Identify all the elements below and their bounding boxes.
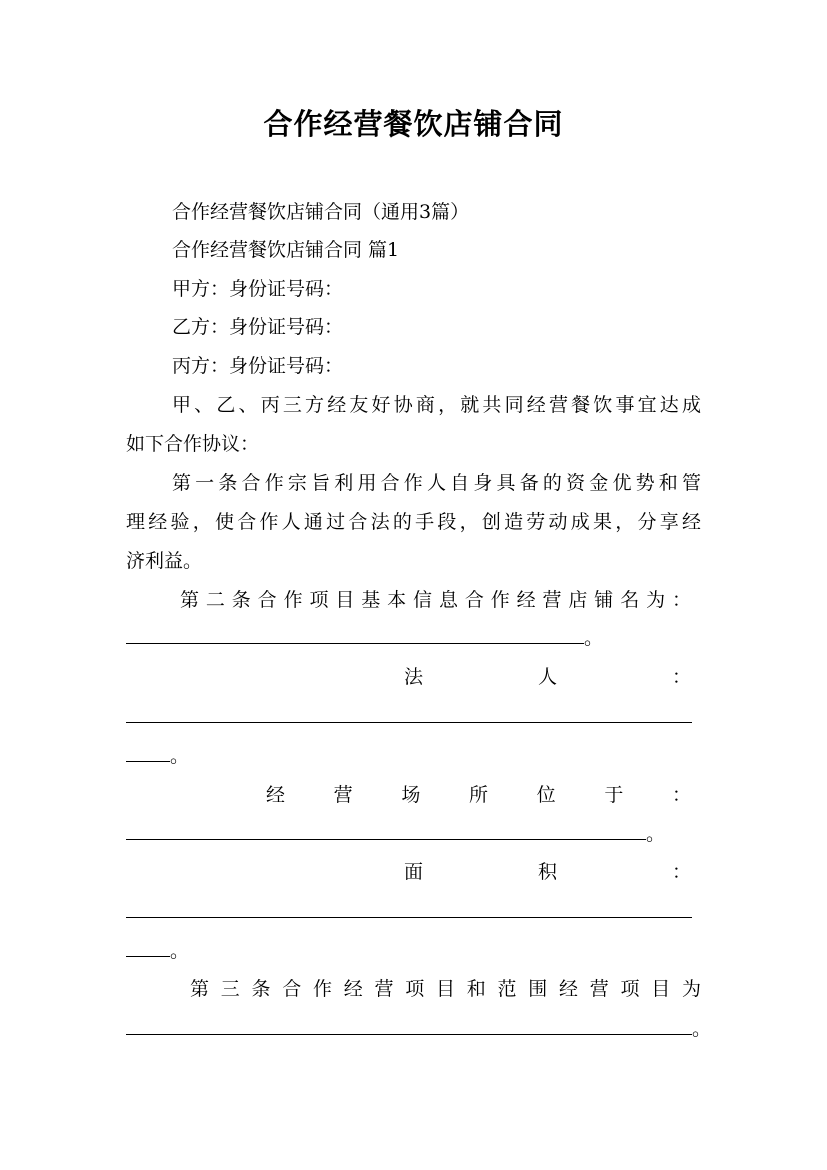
location-end: 。: [646, 823, 666, 845]
area-blank-1: [126, 901, 692, 918]
party-a-line: 甲方：身份证号码：: [172, 278, 344, 300]
legal-person-blank-1: [126, 706, 692, 723]
store-name-blank-line: [126, 626, 603, 650]
area-blank-line-2: [126, 939, 189, 963]
area-label: 面积：: [404, 861, 691, 883]
business-scope-end: 。: [692, 1018, 712, 1040]
location-label: 经营场所位于：: [266, 784, 691, 806]
legal-person-blank-line-2: [126, 744, 189, 768]
business-scope-blank: [126, 1018, 692, 1035]
party-c-line: 丙方：身份证号码：: [172, 355, 344, 377]
business-scope-blank-line: [126, 1017, 711, 1041]
subtitle-line: 合作经营餐饮店铺合同（通用3篇）: [172, 201, 470, 223]
legal-person-label: 法人：: [404, 666, 691, 688]
article-2-heading: 第二条合作项目基本信息合作经营店铺名为：: [180, 589, 691, 611]
location-blank: [126, 823, 646, 840]
document-title: 合作经营餐饮店铺合同: [263, 107, 564, 141]
legal-person-blank-line: [126, 705, 692, 729]
article-1-line-3: 济利益。: [126, 550, 203, 572]
store-name-blank: [126, 627, 584, 644]
location-blank-line: [126, 822, 665, 846]
area-blank-line: [126, 900, 692, 924]
article-3-heading: 第三条合作经营项目和范围经营项目为: [190, 978, 701, 1000]
section-heading: 合作经营餐饮店铺合同 篇1: [172, 239, 400, 261]
area-blank-2: [126, 940, 170, 957]
paragraph-intro: 甲、乙、丙三方经友好协商，就共同经营餐饮事宜达成: [172, 394, 701, 416]
party-b-line: 乙方：身份证号码：: [172, 316, 344, 338]
legal-person-blank-2: [126, 745, 170, 762]
article-1-line-1: 第一条合作宗旨利用合作人自身具备的资金优势和管: [172, 472, 701, 494]
article-1-line-2: 理经验，使合作人通过合法的手段，创造劳动成果，分享经: [126, 511, 701, 533]
store-name-end: 。: [584, 627, 604, 649]
paragraph-intro-cont: 如下合作协议：: [126, 433, 260, 455]
area-end: 。: [170, 940, 190, 962]
legal-person-end: 。: [170, 745, 190, 767]
